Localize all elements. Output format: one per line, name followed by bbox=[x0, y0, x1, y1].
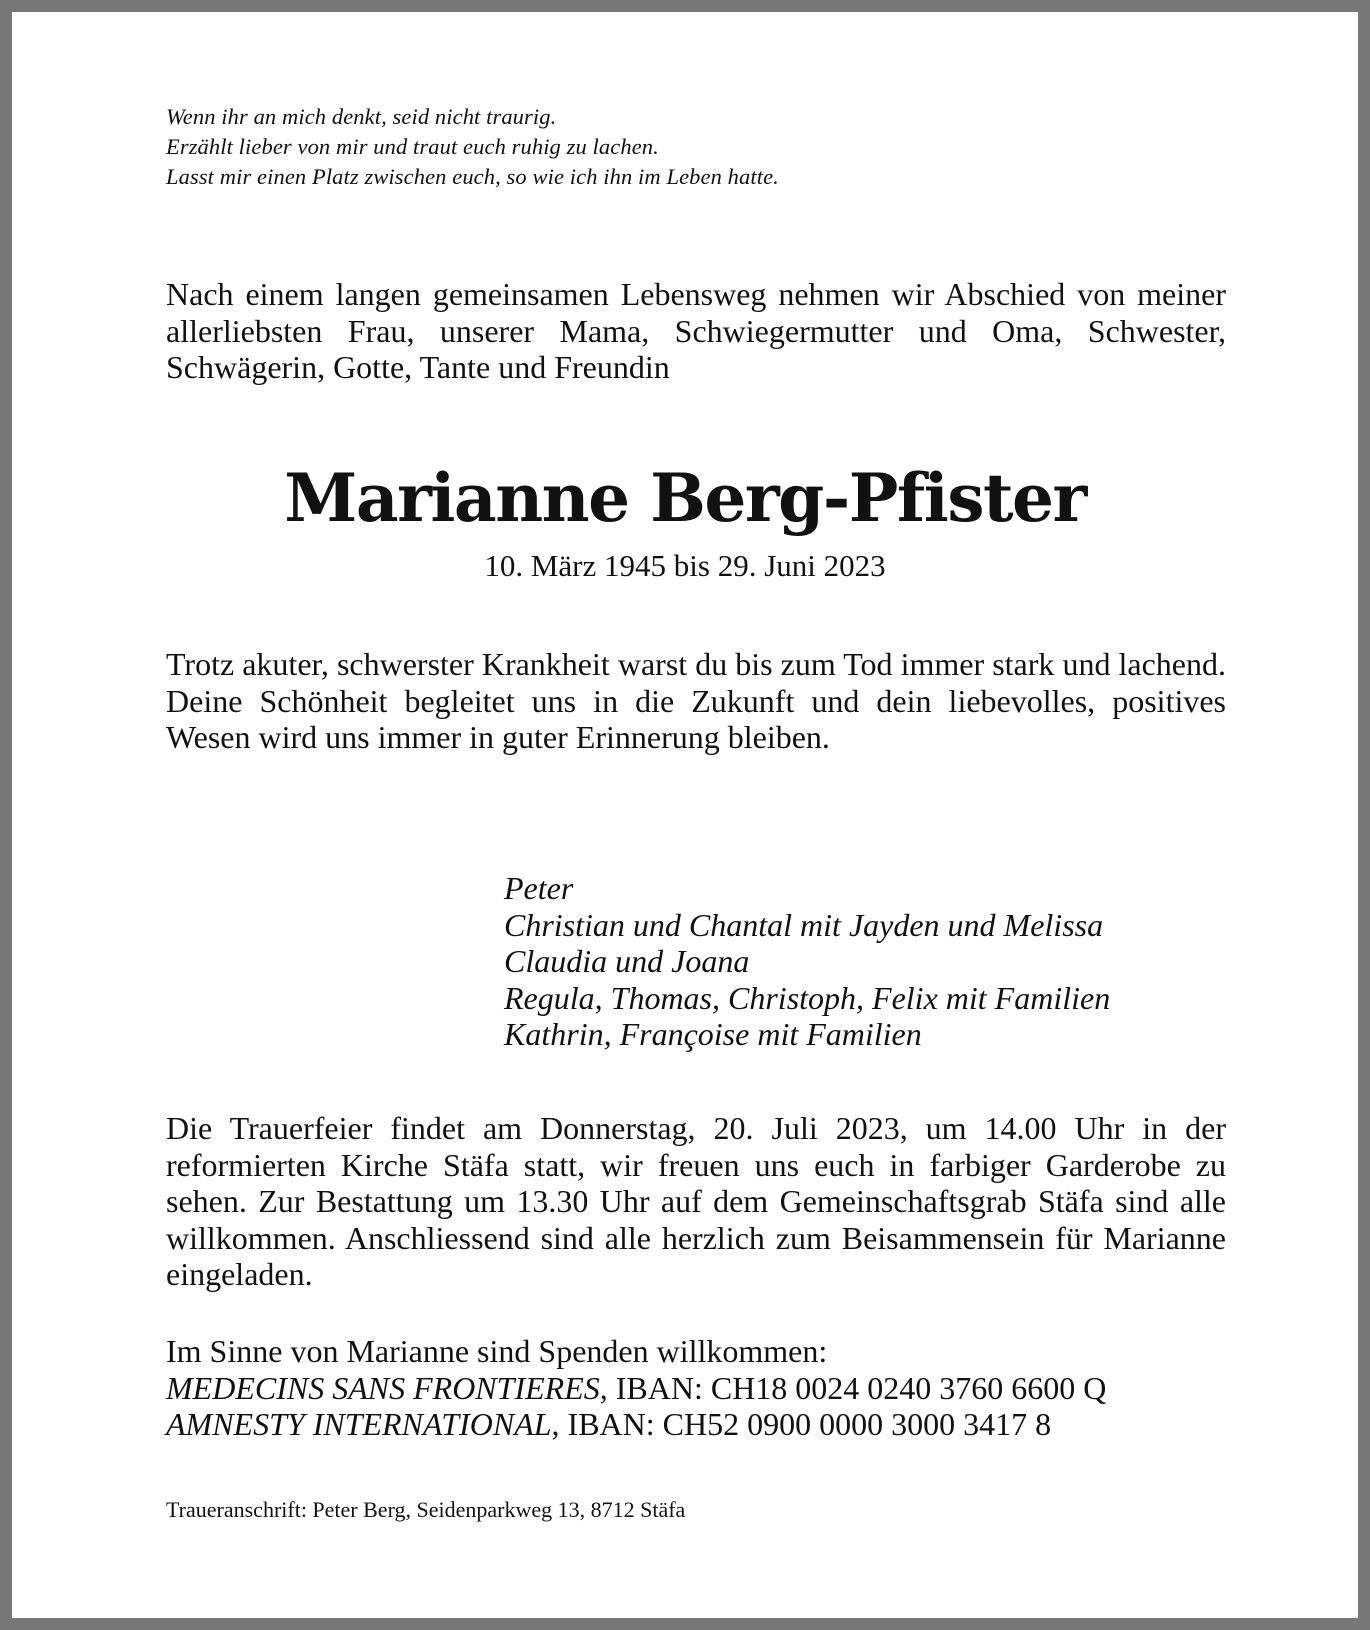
donation-org: MEDECINS SANS FRONTIERES bbox=[166, 1369, 600, 1406]
mourner-line: Kathrin, Françoise mit Familien bbox=[504, 1016, 922, 1052]
donation-org: AMNESTY INTERNATIONAL bbox=[166, 1406, 552, 1442]
donations-section bbox=[166, 1333, 1226, 1443]
mourning-address: Traueranschrift: Peter Berg, Seidenparkweg 13, 8712 Stäfa bbox=[166, 1497, 686, 1522]
motto-line: Lasst mir einen Platz zwischen euch, so wie ich ihn im Leben hatte. bbox=[166, 164, 779, 189]
donation-iban: , IBAN: CH52 0900 0000 3000 3417 8 bbox=[551, 1406, 1052, 1442]
service-paragraph: Die Trauerfeier findet am Donnerstag, 20. Juli 2023, um 14.00 Uhr in der reformierten Kirche Stäfa statt, wir freuen uns euch in farbiger Garderobe zu sehen. Zur Bestattung um 13.30 Uhr auf dem Gemeinschaftsgrab Stäfa sind alle willkommen. Anschliessend sind alle herzlich zum Beisammensein für Marianne eingeladen. bbox=[166, 1110, 1226, 1292]
mourner-line: Claudia und Joana bbox=[504, 943, 750, 979]
intro-paragraph: Nach einem langen gemeinsamen Lebensweg nehmen wir Abschied von meiner allerliebsten Frau, unserer Mama, Schwiegermutter und Oma, Schwester, Schwägerin, Gotte, Tante und Freundin bbox=[166, 276, 1226, 385]
mourner-line: Regula, Thomas, Christoph, Felix mit Familien bbox=[504, 979, 1111, 1016]
motto-quote bbox=[166, 102, 1226, 192]
donations-intro: Im Sinne von Marianne sind Spenden willkommen: bbox=[166, 1333, 828, 1369]
mourners-list bbox=[504, 870, 1110, 1053]
mourner-line: Peter bbox=[504, 870, 574, 906]
mourner-line: Christian und Chantal mit Jayden und Melissa bbox=[504, 906, 1104, 943]
donation-entry bbox=[166, 1370, 1226, 1407]
deceased-name: Marianne Berg-Pfister bbox=[284, 459, 1086, 537]
life-dates: 10. März 1945 bis 29. Juni 2023 bbox=[484, 548, 886, 583]
motto-line: Wenn ihr an mich denkt, seid nicht traurig. bbox=[166, 104, 557, 129]
motto-line: Erzählt lieber von mir und traut euch ruhig zu lachen. bbox=[166, 134, 659, 159]
obituary-card bbox=[12, 12, 1358, 1618]
donation-entry bbox=[166, 1406, 1226, 1443]
donation-iban: , IBAN: CH18 0024 0240 3760 6600 Q bbox=[599, 1369, 1107, 1406]
tribute-paragraph: Trotz akuter, schwerster Krankheit warst du bis zum Tod immer stark und lachend. Deine Schönheit begleitet uns in die Zukunft und dein liebevolles, positives Wesen wird uns immer in guter Erinnerung bleiben. bbox=[166, 646, 1226, 755]
